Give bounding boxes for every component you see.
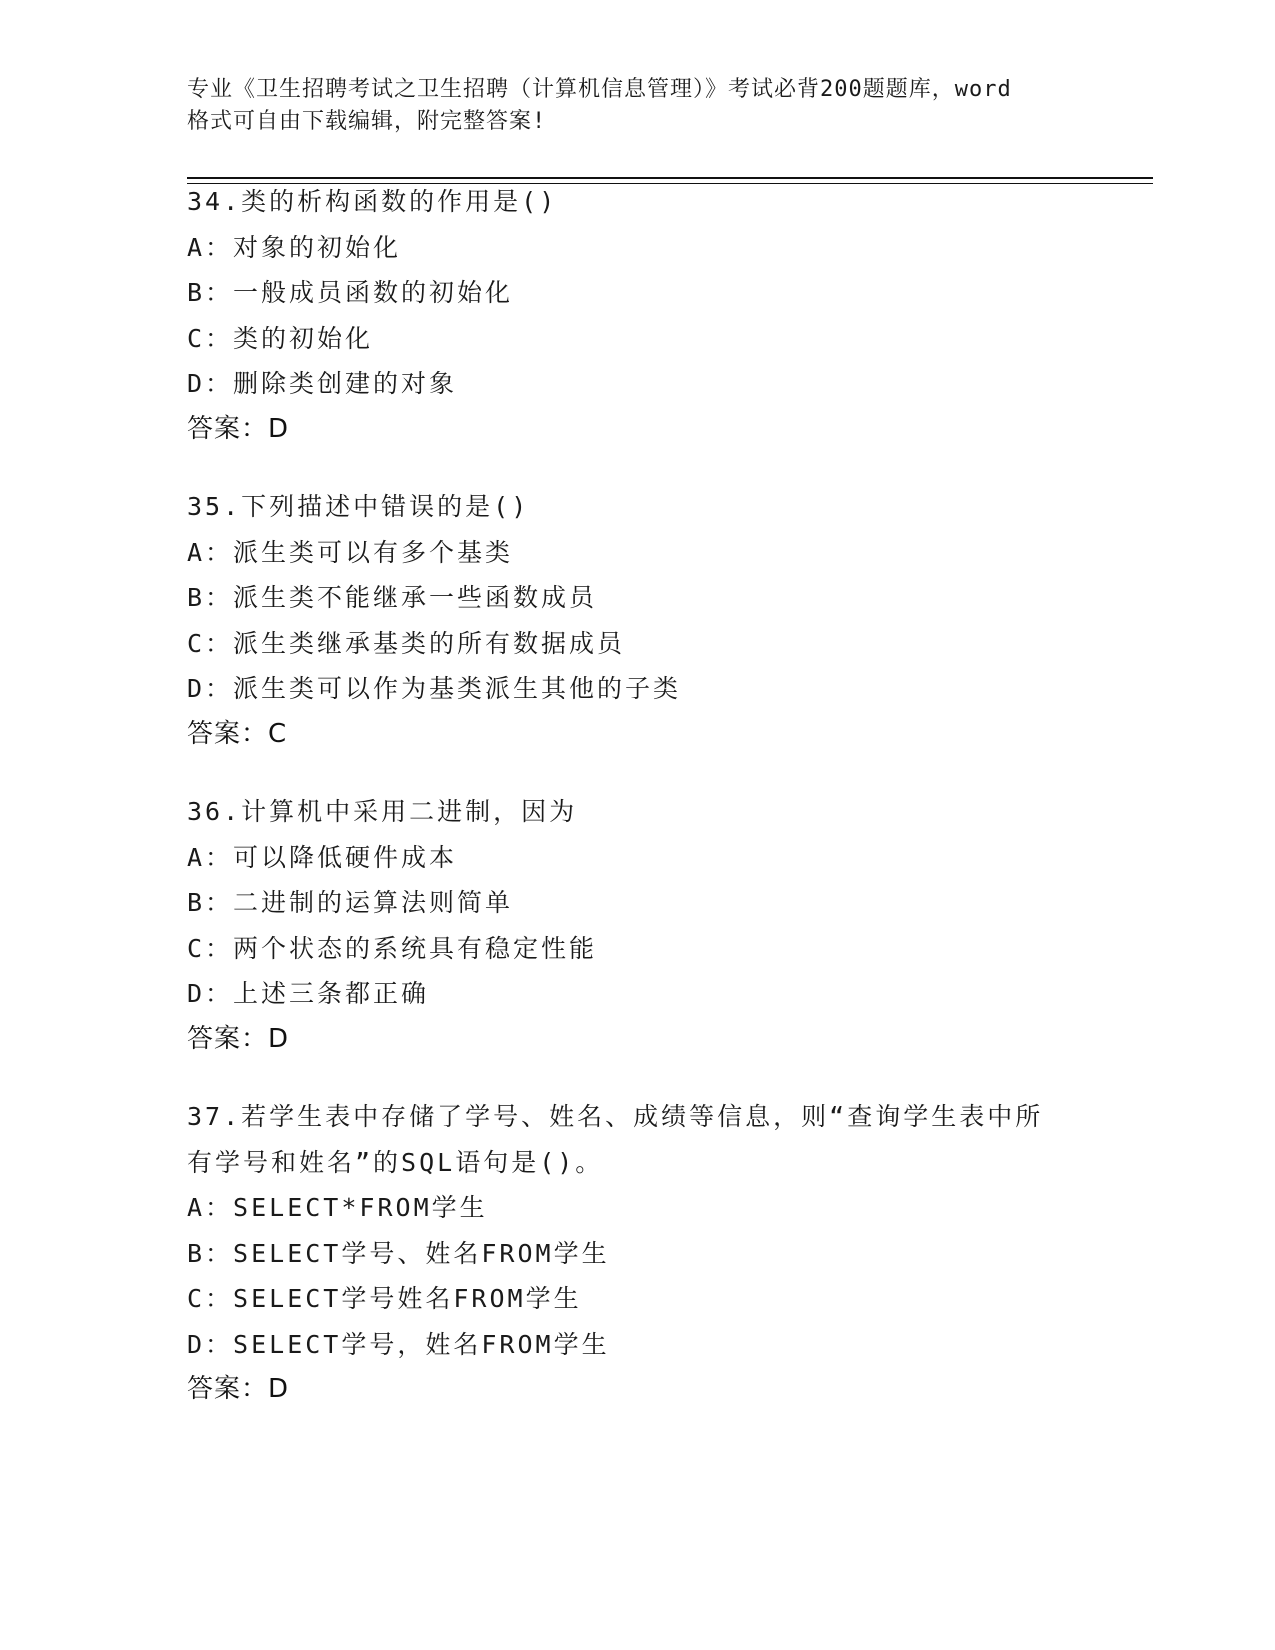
option-d: D：SELECT学号，姓名FROM学生 [187, 1329, 610, 1359]
option-d: D：删除类创建的对象 [187, 369, 458, 398]
option-d: D：派生类可以作为基类派生其他的子类 [187, 674, 682, 703]
question-text-line-2: 有学号和姓名”的SQL语句是()。 [187, 1147, 604, 1177]
option-a: A：对象的初始化 [187, 232, 402, 262]
option-b: B：二进制的运算法则简单 [187, 888, 514, 917]
option-c: C：两个状态的系统具有稳定性能 [187, 933, 598, 963]
question-35 [187, 484, 1117, 757]
option-d: D：上述三条都正确 [187, 979, 430, 1008]
option-c: C：派生类继承基类的所有数据成员 [187, 628, 626, 658]
option-c: C：类的初始化 [187, 323, 374, 353]
question-37 [187, 1094, 1117, 1413]
document-header [187, 74, 1087, 138]
answer: 答案：D [187, 1023, 290, 1054]
question-stem [187, 1094, 1117, 1185]
question-stem [187, 789, 1117, 835]
option-c: C：SELECT学号姓名FROM学生 [187, 1284, 582, 1313]
question-34 [187, 179, 1117, 452]
question-36 [187, 789, 1117, 1062]
answer: 答案：D [187, 1374, 290, 1404]
option-b: B：SELECT学号、姓名FROM学生 [187, 1238, 610, 1268]
question-text: 36.计算机中采用二进制，因为 [187, 797, 578, 826]
option-a: A：可以降低硬件成本 [187, 842, 458, 872]
option-a: A：派生类可以有多个基类 [187, 537, 514, 567]
answer: 答案：C [187, 718, 288, 749]
option-b: B：一般成员函数的初始化 [187, 278, 514, 307]
question-stem [187, 179, 1117, 225]
header-line-1: 专业《卫生招聘考试之卫生招聘（计算机信息管理）》考试必背200题题库，word [187, 77, 1012, 102]
question-text: 35.下列描述中错误的是() [187, 492, 530, 521]
option-a: A：SELECT*FROM学生 [187, 1193, 488, 1222]
answer: 答案：D [187, 413, 290, 444]
question-stem [187, 484, 1117, 530]
question-text-line-1: 37.若学生表中存储了学号、姓名、成绩等信息，则“查询学生表中所 [187, 1102, 1044, 1131]
question-text: 34.类的析构函数的作用是() [187, 187, 558, 216]
header-line-2: 格式可自由下载编辑，附完整答案! [187, 109, 547, 134]
option-b: B：派生类不能继承一些函数成员 [187, 583, 598, 612]
